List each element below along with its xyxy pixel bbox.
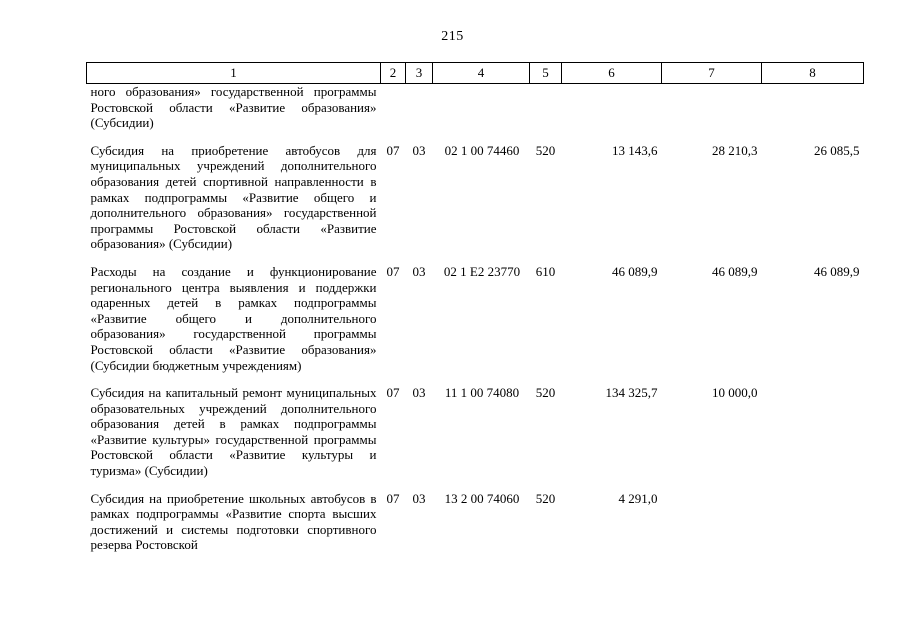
row-section <box>381 84 406 143</box>
row-target-article: 02 1 E2 23770 <box>443 263 521 279</box>
row-target-article: 11 1 00 74080 <box>444 385 520 401</box>
row-subsection: 03 <box>412 490 426 506</box>
row-value-year-2: 10 000,0 <box>712 385 758 401</box>
row-value-year-3 <box>762 491 864 565</box>
row-expense-type: 520 <box>535 385 556 401</box>
row-value-year-1: 134 325,7 <box>605 385 658 401</box>
row-value-year-1: 13 143,6 <box>612 142 658 158</box>
row-subsection: 03 <box>412 385 426 401</box>
row-value-year-2 <box>662 491 762 565</box>
row-value-year-3 <box>762 385 864 491</box>
row-target-article: 02 1 00 74460 <box>444 142 520 158</box>
row-value-year-3: 26 085,5 <box>814 142 860 158</box>
row-section: 07 <box>386 490 400 506</box>
col-header-4: 4 <box>433 63 530 84</box>
table-row <box>87 84 864 143</box>
row-description: Субсидия на приобретение автобусов для муниципальных учреждений дополнительного образования детей спортивной направленности в рамках подпрограммы «Развитие общего и дополнительного образования» государственной программы Ростовской области «Развитие образования» (Субсидии) <box>90 142 377 252</box>
row-value-year-2: 28 210,3 <box>712 142 758 158</box>
header-row <box>87 63 864 84</box>
row-value-year-3: 46 089,9 <box>814 263 860 279</box>
col-header-1: 1 <box>87 63 381 84</box>
table-row <box>87 385 864 491</box>
row-value-year-1: 4 291,0 <box>618 490 658 506</box>
row-target-article <box>433 84 530 143</box>
row-value-year-3 <box>762 84 864 143</box>
row-value-year-2 <box>662 84 762 143</box>
row-section: 07 <box>386 385 400 401</box>
row-expense-type: 520 <box>535 142 556 158</box>
row-section: 07 <box>386 263 400 279</box>
row-description: Расходы на создание и функционирование регионального центра выявления и поддержки одаренных детей в рамках подпрограммы «Развитие общего и дополнительного образования» государственной программы Ростовской области «Развитие образования» (Субсидии бюджетным учреждениям) <box>90 263 377 373</box>
row-expense-type: 520 <box>535 490 556 506</box>
row-description: Субсидия на капитальный ремонт муниципальных образовательных учреждений дополнительного образования детей в рамках подпрограммы «Развитие культуры» государственной программы Ростовской области «Развитие культуры и туризма» (Субсидии) <box>90 385 377 479</box>
page-number: 215 <box>441 29 464 44</box>
row-value-year-2: 46 089,9 <box>712 263 758 279</box>
row-description: Субсидия на приобретение школьных автобусов в рамках подпрограммы «Развитие спорта высших достижений и системы подготовки спортивного резерва Ростовской <box>90 490 377 553</box>
col-header-5: 5 <box>530 63 562 84</box>
row-target-article: 13 2 00 74060 <box>444 490 520 506</box>
row-subsection <box>406 84 433 143</box>
row-subsection: 03 <box>412 142 426 158</box>
col-header-2: 2 <box>381 63 406 84</box>
row-expense-type <box>530 84 562 143</box>
row-description: ного образования» государственной программы Ростовской области «Развитие образования» (Субсидии) <box>90 84 377 131</box>
row-value-year-1: 46 089,9 <box>612 263 658 279</box>
col-header-7: 7 <box>662 63 762 84</box>
row-value-year-1 <box>562 84 662 143</box>
row-section: 07 <box>386 142 400 158</box>
col-header-3: 3 <box>406 63 433 84</box>
budget-table <box>86 62 864 565</box>
row-subsection: 03 <box>412 263 426 279</box>
col-header-6: 6 <box>562 63 662 84</box>
table-row <box>87 143 864 264</box>
row-expense-type: 610 <box>535 263 556 279</box>
table-row <box>87 491 864 565</box>
table-row <box>87 264 864 385</box>
col-header-8: 8 <box>762 63 864 84</box>
